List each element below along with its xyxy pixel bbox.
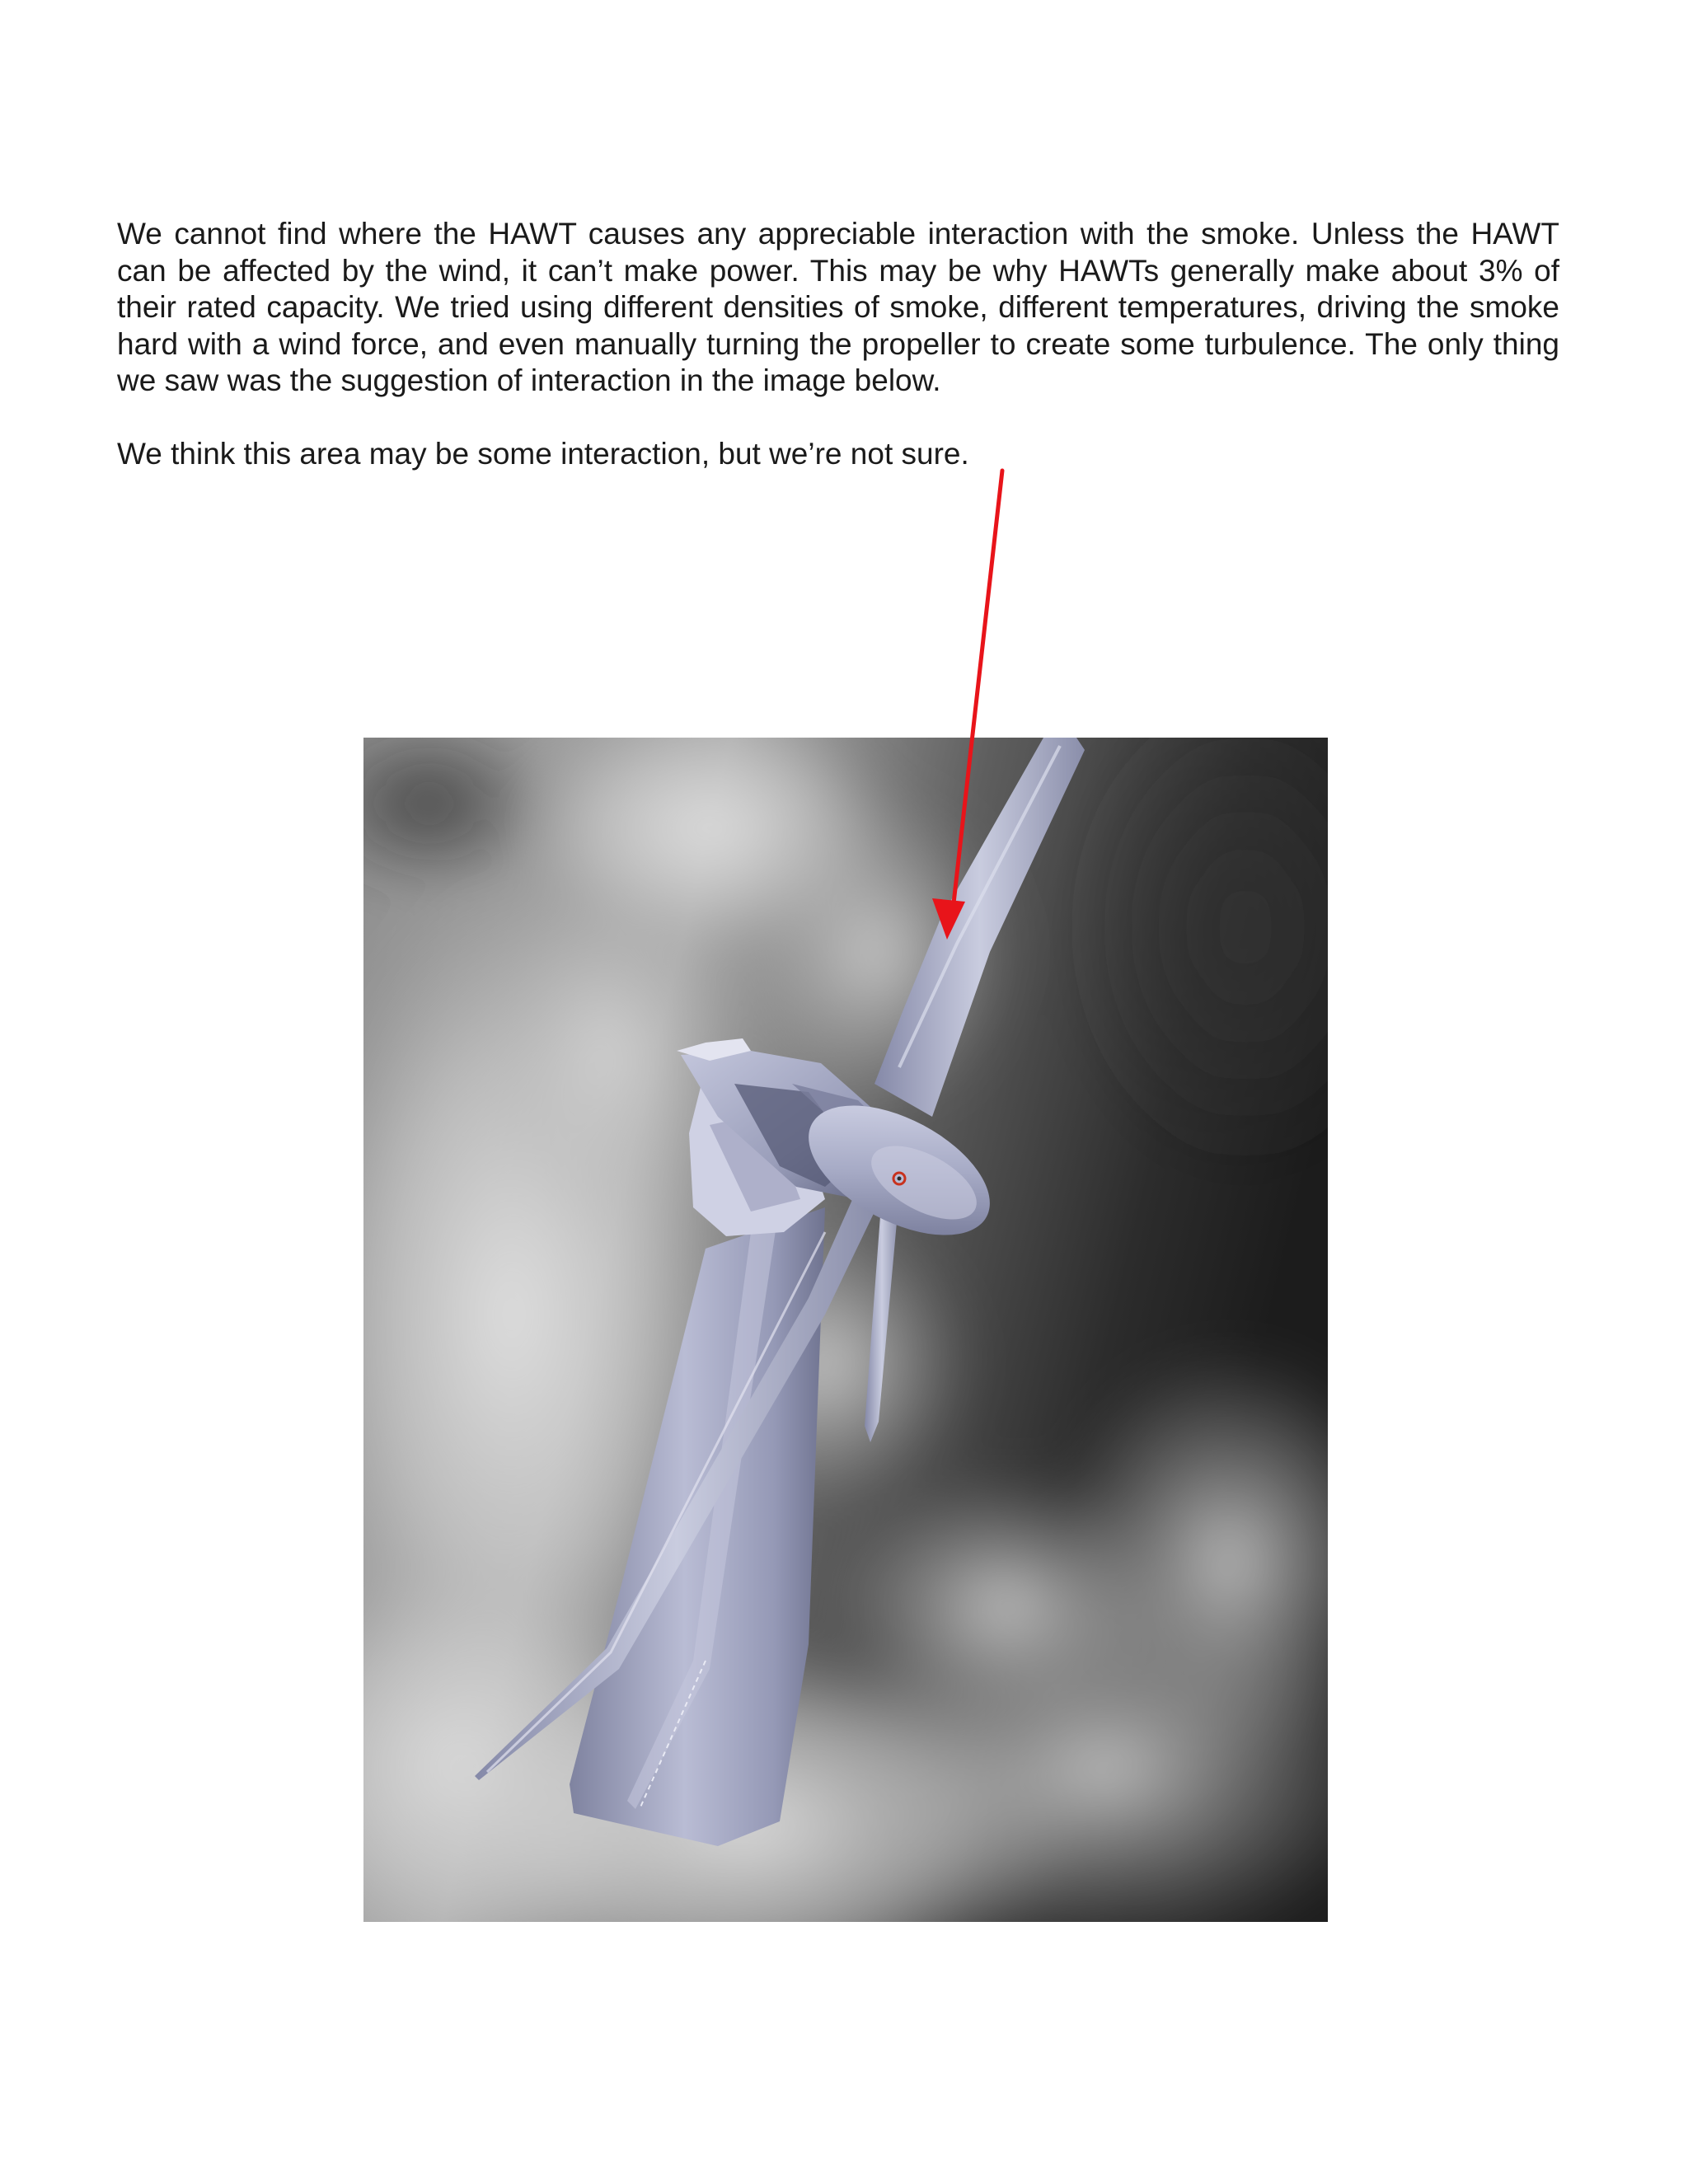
turbine-smoke-image <box>363 738 1328 1922</box>
paragraph-observations: We cannot find where the HAWT causes any appreciable interaction with the smoke. Unless the HAWT can be affected by the wind, it can’t make power. This may be why HAWTs generally make about 3% of their rated capacity. We tried using different densities of smoke, different temperatures, driving the smoke hard with a wind force, and even manually turning the propeller to create some turbulence. The only thing we saw was the suggestion of interaction in the image below. <box>117 217 1559 397</box>
paragraph-arrow-note: We think this area may be some interaction, but we’re not sure. <box>117 436 969 471</box>
body-text <box>117 216 1559 472</box>
turbine-render-svg <box>363 738 1328 1922</box>
